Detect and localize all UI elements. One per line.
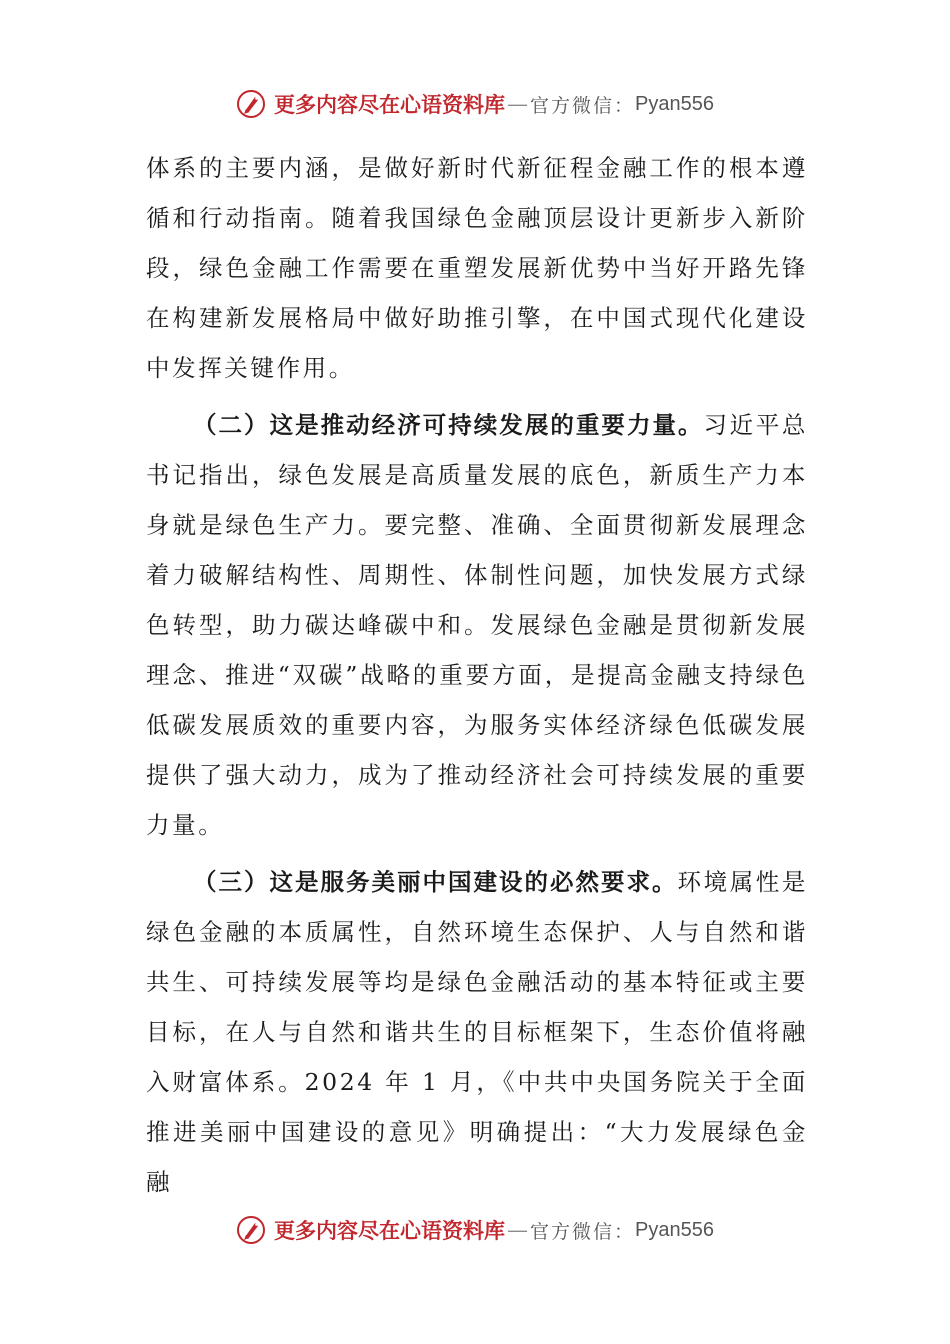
- banner-wechat-id: Pyan556: [635, 92, 714, 115]
- header-banner: [0, 84, 950, 124]
- footer-wechat-label: 官方微信：: [530, 1220, 636, 1243]
- document-body: [146, 143, 808, 1214]
- paragraph-3: [146, 857, 808, 1207]
- paragraph-2: [146, 400, 808, 850]
- paragraph-1-text: 体系的主要内涵，是做好新时代新征程金融工作的根本遵循和行动指南。随着我国绿色金融顶层设计更新步入新阶段，绿色金融工作需要在重塑发展新优势中当好开路先锋在构建新发展格局中做好助推引擎，在中国式现代化建设中发挥关键作用。: [146, 154, 808, 382]
- paragraph-3-text: 环境属性是绿色金融的本质属性，自然环境生态保护、人与自然和谐共生、可持续发展等均是绿色金融活动的基本特征或主要目标，在人与自然和谐共生的目标框架下，生态价值将融入财富体系。2024 年 1 月，《中共中央国务院关于全面推进美丽中国建设的意见》明确提出：“大力发展绿色金融: [146, 868, 808, 1196]
- banner-wechat-label: 官方微信：: [530, 94, 636, 117]
- banner-separator: —: [507, 92, 528, 116]
- footer-site-name: 更多内容尽在心语资料库: [274, 1218, 505, 1243]
- footer-separator: —: [507, 1218, 528, 1242]
- banner-site-name: 更多内容尽在心语资料库: [274, 92, 505, 117]
- paragraph-1: [146, 143, 808, 393]
- paragraph-2-heading: （二）这是推动经济可持续发展的重要力量。: [193, 411, 704, 439]
- paragraph-2-text: 习近平总书记指出，绿色发展是高质量发展的底色，新质生产力本身就是绿色生产力。要完整、准确、全面贯彻新发展理念着力破解结构性、周期性、体制性问题，加快发展方式绿色转型，助力碳达峰碳中和。发展绿色金融是贯彻新发展理念、推进“双碳”战略的重要方面，是提高金融支持绿色低碳发展质效的重要内容，为服务实体经济绿色低碳发展提供了强大动力，成为了推动经济社会可持续发展的重要力量。: [146, 411, 808, 839]
- pen-nib-logo-icon: [236, 1215, 266, 1245]
- footer-banner: [0, 1210, 950, 1250]
- paragraph-3-heading: （三）这是服务美丽中国建设的必然要求。: [193, 868, 678, 896]
- footer-wechat-id: Pyan556: [635, 1218, 714, 1241]
- pen-nib-logo-icon: [236, 89, 266, 119]
